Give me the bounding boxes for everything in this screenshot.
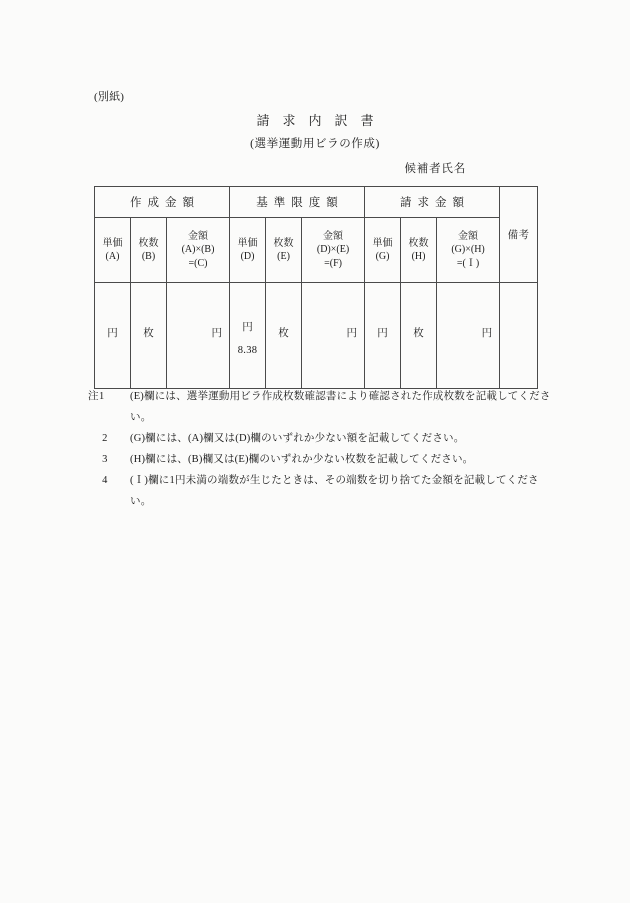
subheader-line-1: 金額 <box>323 230 344 242</box>
cell-sheets-e[interactable] <box>266 283 302 389</box>
subheader-line-1: 単価 <box>102 237 123 249</box>
note-marker: 3 <box>102 454 108 465</box>
subheader-line-2: (H) <box>411 251 426 262</box>
unit-label: 枚 <box>143 327 154 339</box>
note-marker: 4 <box>102 475 108 486</box>
subheader-line-2: (B) <box>141 251 156 262</box>
subheader-line-1: 金額 <box>188 230 209 242</box>
column-header-sheets-b <box>131 218 167 283</box>
group-header-billed-amount: 請求金額 <box>365 187 500 218</box>
table-row <box>95 283 538 389</box>
column-header-amount-f <box>302 218 365 283</box>
unit-label: 枚 <box>413 327 424 339</box>
subheader-line-1: 枚数 <box>273 237 294 249</box>
cell-unit-price-g[interactable] <box>365 283 401 389</box>
unit-label: 円 <box>242 321 253 333</box>
group-header-creation-amount: 作成金額 <box>95 187 230 218</box>
notes-list <box>88 386 558 512</box>
subheader-line-2: (A)×(B) <box>181 244 215 256</box>
page-title: 請求内訳書 <box>256 113 387 128</box>
column-header-amount-i <box>437 218 500 283</box>
unit-label: 円 <box>481 327 493 339</box>
document-subtitle: (選挙運動用ビラの作成) <box>250 138 380 150</box>
cell-amount-i[interactable] <box>437 283 500 389</box>
note-item-2 <box>88 428 558 449</box>
cell-amount-f[interactable] <box>302 283 365 389</box>
note-item-1 <box>88 386 558 428</box>
subheader-line-2: (G)×(H) <box>451 244 485 256</box>
subheader-line-3: =(C) <box>188 257 208 269</box>
attachment-label: (別紙) <box>94 91 125 103</box>
cell-unit-price-d[interactable] <box>230 283 266 389</box>
subheader-line-3: =(F) <box>324 257 342 269</box>
note-marker: 注1 <box>88 391 105 402</box>
cell-remarks[interactable] <box>500 283 538 389</box>
subheader-line-1: 単価 <box>237 237 258 249</box>
subheader-line-2: (D) <box>240 251 255 262</box>
subheader-line-2: (E) <box>277 251 290 262</box>
candidate-name-label: 候補者氏名 <box>404 163 466 175</box>
cell-amount-c[interactable] <box>167 283 230 389</box>
unit-label: 枚 <box>278 327 289 339</box>
cell-value: 8.38 <box>237 344 258 356</box>
note-item-4 <box>88 470 558 512</box>
group-header-limit-amount: 基準限度額 <box>230 187 365 218</box>
subheader-line-2: (A) <box>105 251 120 262</box>
unit-label: 円 <box>377 327 388 339</box>
table-group-header-row <box>95 187 538 218</box>
column-header-sheets-e <box>266 218 302 283</box>
column-header-unit-price-g <box>365 218 401 283</box>
subheader-line-2: (G) <box>375 251 390 262</box>
cell-sheets-b[interactable] <box>131 283 167 389</box>
subheader-line-1: 枚数 <box>138 237 159 249</box>
cell-sheets-h[interactable] <box>401 283 437 389</box>
note-marker: 2 <box>102 433 108 444</box>
subheader-line-1: 枚数 <box>408 237 429 249</box>
unit-label: 円 <box>211 327 223 339</box>
subheader-line-1: 金額 <box>458 230 479 242</box>
subheader-line-2: (D)×(E) <box>316 244 350 256</box>
table-subheader-row <box>95 218 538 283</box>
billing-breakdown-table <box>94 186 538 389</box>
subheader-line-3: =(Ｉ) <box>456 257 480 269</box>
column-header-unit-price-a <box>95 218 131 283</box>
note-text: (Ｉ)欄に1円未満の端数が生じたときは、その端数を切り捨てた金額を記載してください。 <box>130 475 539 507</box>
subheader-line-1: 単価 <box>372 237 393 249</box>
column-header-remarks: 備考 <box>500 187 538 283</box>
unit-label: 円 <box>107 327 118 339</box>
column-header-unit-price-d <box>230 218 266 283</box>
note-text: (H)欄には、(B)欄又は(E)欄のいずれか少ない枚数を記載してください。 <box>130 454 474 465</box>
note-item-3 <box>88 449 558 470</box>
note-text: (G)欄には、(A)欄又は(D)欄のいずれか少ない額を記載してください。 <box>130 433 465 444</box>
note-text: (E)欄には、選挙運動用ビラ作成枚数確認書により確認された作成枚数を記載してください。 <box>130 391 551 423</box>
cell-unit-price-a[interactable] <box>95 283 131 389</box>
unit-label: 円 <box>346 327 358 339</box>
column-header-amount-c <box>167 218 230 283</box>
column-header-sheets-h <box>401 218 437 283</box>
